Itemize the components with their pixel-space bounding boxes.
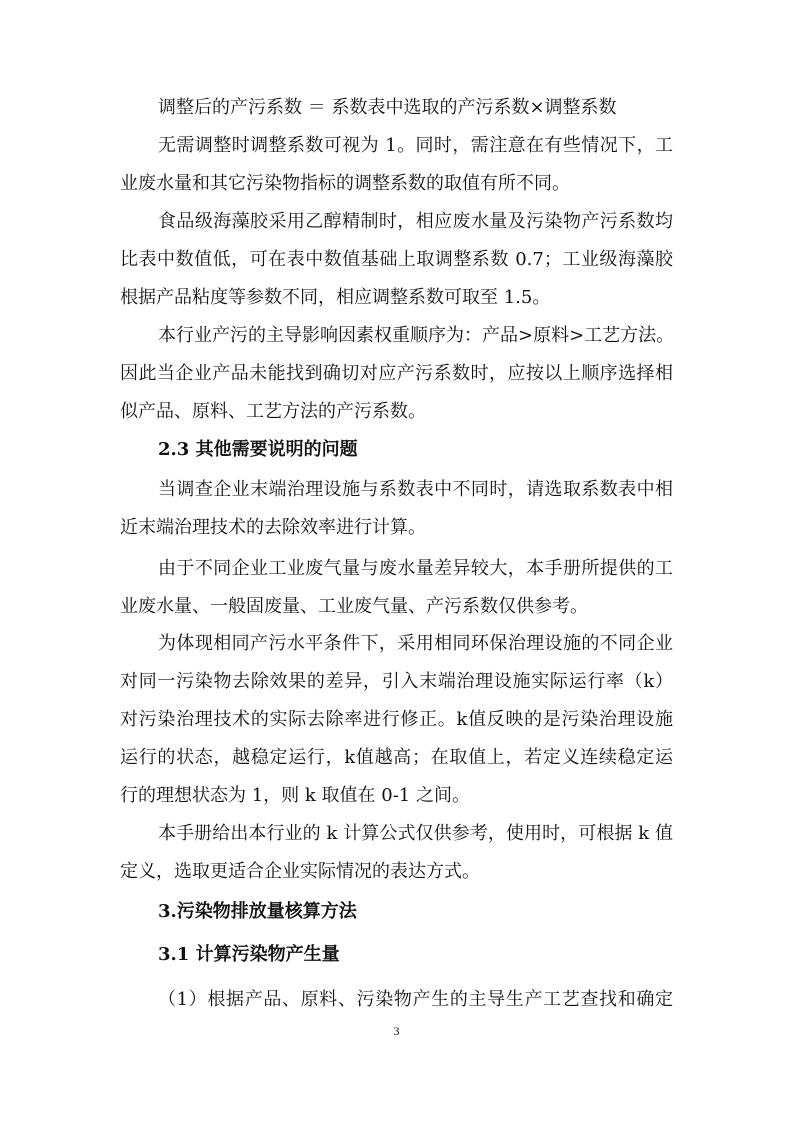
page-number: 3 — [393, 1024, 400, 1038]
paragraph-line: 定义，选取更适合企业实际情况的表达方式。 — [120, 861, 480, 882]
paragraph-line: 根据产品粘度等参数不同，相应调整系数可取至 1.5。 — [120, 287, 551, 308]
paragraph-line: 本手册给出本行业的 k 计算公式仅供参考，使用时，可根据 k 值 — [158, 823, 673, 844]
paragraph-line: 对同一污染物去除效果的差异，引入末端治理设施实际运行率（k） — [120, 671, 673, 692]
paragraph-line: 运行的状态，越稳定运行，k值越高；在取值上，若定义连续稳定运 — [120, 747, 673, 768]
paragraph-line: 似产品、原料、工艺方法的产污系数。 — [120, 401, 426, 422]
paragraph-line: 当调查企业末端治理设施与系数表中不同时，请选取系数表中相 — [158, 479, 673, 500]
paragraph-line: 行的理想状态为 1，则 k 取值在 0-1 之间。 — [120, 785, 470, 806]
paragraph-line: 对污染治理技术的实际去除率进行修正。k值反映的是污染治理设施 — [120, 709, 673, 730]
paragraph-line: 业废水量和其它污染物指标的调整系数的取值有所不同。 — [120, 173, 570, 194]
paragraph-line: 由于不同企业工业废气量与废水量差异较大，本手册所提供的工 — [158, 558, 673, 579]
paragraph-line: 食品级海藻胶采用乙醇精制时，相应废水量及污染物产污系数均 — [158, 211, 673, 232]
chapter-heading: 3.污染物排放量核算方法 — [158, 901, 357, 922]
section-heading: 3.1 计算污染物产生量 — [158, 944, 340, 965]
paragraph-line: 为体现相同产污水平条件下，采用相同环保治理设施的不同企业 — [158, 633, 673, 654]
formula-line: 调整后的产污系数 ＝ 系数表中选取的产污系数×调整系数 — [158, 97, 617, 118]
paragraph-line: （1）根据产品、原料、污染物产生的主导生产工艺查找和确定 — [158, 989, 673, 1010]
paragraph-line: 因此当企业产品未能找到确切对应产污系数时，应按以上顺序选择相 — [120, 363, 673, 384]
paragraph-line: 无需调整时调整系数可视为 1。同时，需注意在有些情况下，工 — [158, 135, 673, 156]
paragraph-line: 本行业产污的主导影响因素权重顺序为：产品>原料>工艺方法。 — [158, 325, 675, 346]
paragraph-line: 业废水量、一般固废量、工业废气量、产污系数仅供参考。 — [120, 596, 588, 617]
paragraph-line: 比表中数值低，可在表中数值基础上取调整系数 0.7；工业级海藻胶 — [120, 249, 673, 270]
paragraph-line: 近末端治理技术的去除效率进行计算。 — [120, 517, 426, 538]
section-heading: 2.3 其他需要说明的问题 — [158, 439, 358, 460]
